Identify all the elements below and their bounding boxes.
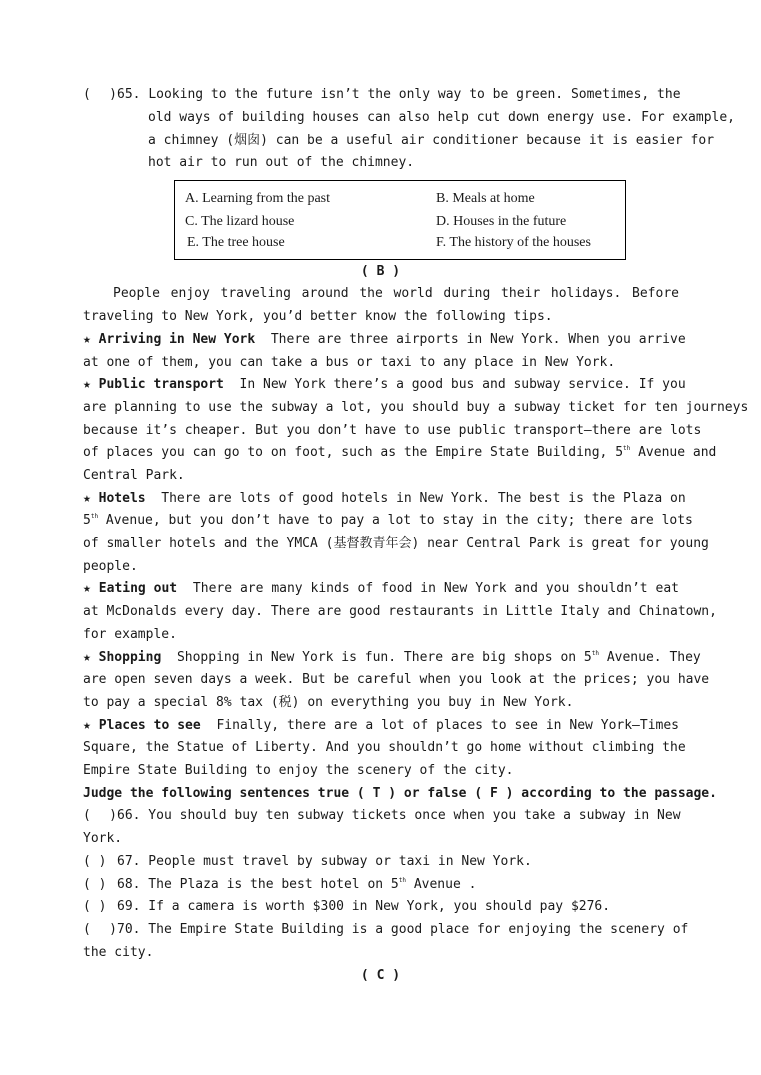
tip-arriving-line-1: [83, 329, 686, 352]
option-d: D. Houses in the future: [436, 214, 567, 229]
tip-transport-text-4b: Avenue and: [630, 445, 717, 460]
tip-shopping-text-1a: Shopping in New York is fun. There are big shops on 5: [176, 650, 592, 665]
option-f: F. The history of the houses: [436, 235, 591, 250]
tip-eating-text: There are many kinds of food in New York and you shouldn’t eat: [192, 581, 679, 596]
q65-line-2: old ways of building houses can also help cut down energy use. For example,: [148, 110, 735, 125]
tip-places-heading: ★ Places to see: [83, 718, 201, 733]
tip-shopping-line-2: are open seven days a week. But be careful when you look at the prices; you have: [83, 672, 710, 687]
tip-hotels-text: There are lots of good hotels in New York. The best is the Plaza on: [161, 491, 686, 506]
q67-text: 67. People must travel by subway or taxi in New York.: [117, 854, 532, 869]
q65-text: Looking to the future isn’t the only way to be green. Sometimes, the: [148, 87, 681, 102]
tip-eating-heading: ★ Eating out: [83, 581, 178, 596]
tip-transport-line-1: [83, 374, 686, 397]
tip-eating-line-2: at McDonalds every day. There are good restaurants in Little Italy and Chinatown,: [83, 604, 717, 619]
q65-line-4: hot air to run out of the chimney.: [148, 155, 415, 170]
tip-eating-line-3: for example.: [83, 627, 177, 642]
tip-hotels-text-2a: 5: [83, 513, 91, 528]
tip-hotels-text-2b: Avenue, but you don’t have to pay a lot to stay in the city; there are lots: [98, 513, 693, 528]
tip-hotels-line-1: [83, 488, 686, 511]
q69-answer-blank[interactable]: ( ): [83, 899, 107, 914]
superscript-th: th: [90, 513, 99, 520]
option-b: B. Meals at home: [436, 191, 535, 206]
q68-answer-blank[interactable]: ( ): [83, 877, 107, 892]
tip-transport-line-4: [83, 442, 717, 465]
q69-line: [83, 896, 679, 919]
tip-shopping-heading: ★ Shopping: [83, 650, 162, 665]
q65-answer-blank[interactable]: ( ): [83, 87, 117, 102]
intro-line-2: traveling to New York, you’d better know the following tips.: [83, 309, 553, 324]
q67-line: [83, 851, 679, 874]
q66-line-2: York.: [83, 831, 123, 846]
option-c: C. The lizard house: [185, 214, 295, 229]
tip-hotels-line-4: people.: [83, 559, 138, 574]
superscript-th: th: [398, 877, 406, 884]
q70-line-2: the city.: [83, 945, 154, 960]
section-c-heading: ( C ): [360, 968, 401, 983]
tip-hotels-heading: ★ Hotels: [83, 491, 146, 506]
tip-hotels-line-3: of smaller hotels and the YMCA (基督教青年会) near Central Park is great for young: [83, 536, 709, 551]
tip-transport-line-3: because it’s cheaper. But you don’t have to use public transport—there are lots: [83, 423, 702, 438]
instruction: Judge the following sentences true ( T ) or false ( F ) according to the passage.: [83, 786, 717, 801]
q70-answer-blank[interactable]: ( ): [83, 922, 117, 937]
tip-eating-line-1: [83, 578, 679, 601]
tip-shopping-text-1b: Avenue. They: [599, 650, 701, 665]
superscript-th: th: [591, 650, 599, 657]
q65-line-1: [83, 84, 679, 107]
tip-places-line-2: Square, the Statue of Liberty. And you shouldn’t go home without climbing the: [83, 740, 686, 755]
superscript-th: th: [623, 445, 631, 452]
tip-shopping-line-3: to pay a special 8% tax (税) on everything you buy in New York.: [83, 695, 574, 710]
section-b-heading: ( B ): [360, 264, 401, 279]
tip-places-text: Finally, there are a lot of places to see in New York—Times: [216, 718, 680, 733]
tip-transport-line-5: Central Park.: [83, 468, 185, 483]
q70-text: 70. The Empire State Building is a good place for enjoying the scenery of: [117, 922, 689, 937]
intro-line-1: People enjoy traveling around the world during their holidays. Before: [113, 286, 679, 301]
tip-transport-text: In New York there’s a good bus and subway service. If you: [239, 377, 686, 392]
option-e: E. The tree house: [187, 235, 285, 250]
option-a: A. Learning from the past: [185, 191, 331, 206]
tip-places-line-3: Empire State Building to enjoy the scenery of the city.: [83, 763, 514, 778]
q66-line-1: [83, 805, 679, 828]
tip-transport-line-2: are planning to use the subway a lot, you should buy a subway ticket for ten journeys: [83, 400, 749, 415]
tip-arriving-line-2: at one of them, you can take a bus or taxi to any place in New York.: [83, 355, 616, 370]
tip-arriving-text: There are three airports in New York. When you arrive: [270, 332, 686, 347]
q68-text-a: 68. The Plaza is the best hotel on 5: [117, 877, 399, 892]
q68-text-b: Avenue .: [406, 877, 477, 892]
tip-places-line-1: [83, 715, 679, 738]
q68-line: [83, 874, 679, 897]
q69-text: 69. If a camera is worth $300 in New York, you should pay $276.: [117, 899, 611, 914]
q65-number: 65.: [117, 87, 141, 102]
tip-transport-text-4a: of places you can go to on foot, such as the Empire State Building, 5: [83, 445, 624, 460]
q70-line-1: [83, 919, 689, 942]
q65-line-3: a chimney (烟囱) can be a useful air conditioner because it is easier for: [148, 133, 715, 148]
tip-hotels-line-2: [83, 510, 693, 533]
tip-arriving-heading: ★ Arriving in New York: [83, 332, 256, 347]
options-box: [174, 180, 626, 260]
q67-answer-blank[interactable]: ( ): [83, 854, 107, 869]
tip-shopping-line-1: [83, 647, 701, 670]
q66-text: 66. You should buy ten subway tickets once when you take a subway in New: [117, 808, 681, 823]
tip-transport-heading: ★ Public transport: [83, 377, 224, 392]
q66-answer-blank[interactable]: ( ): [83, 808, 117, 823]
